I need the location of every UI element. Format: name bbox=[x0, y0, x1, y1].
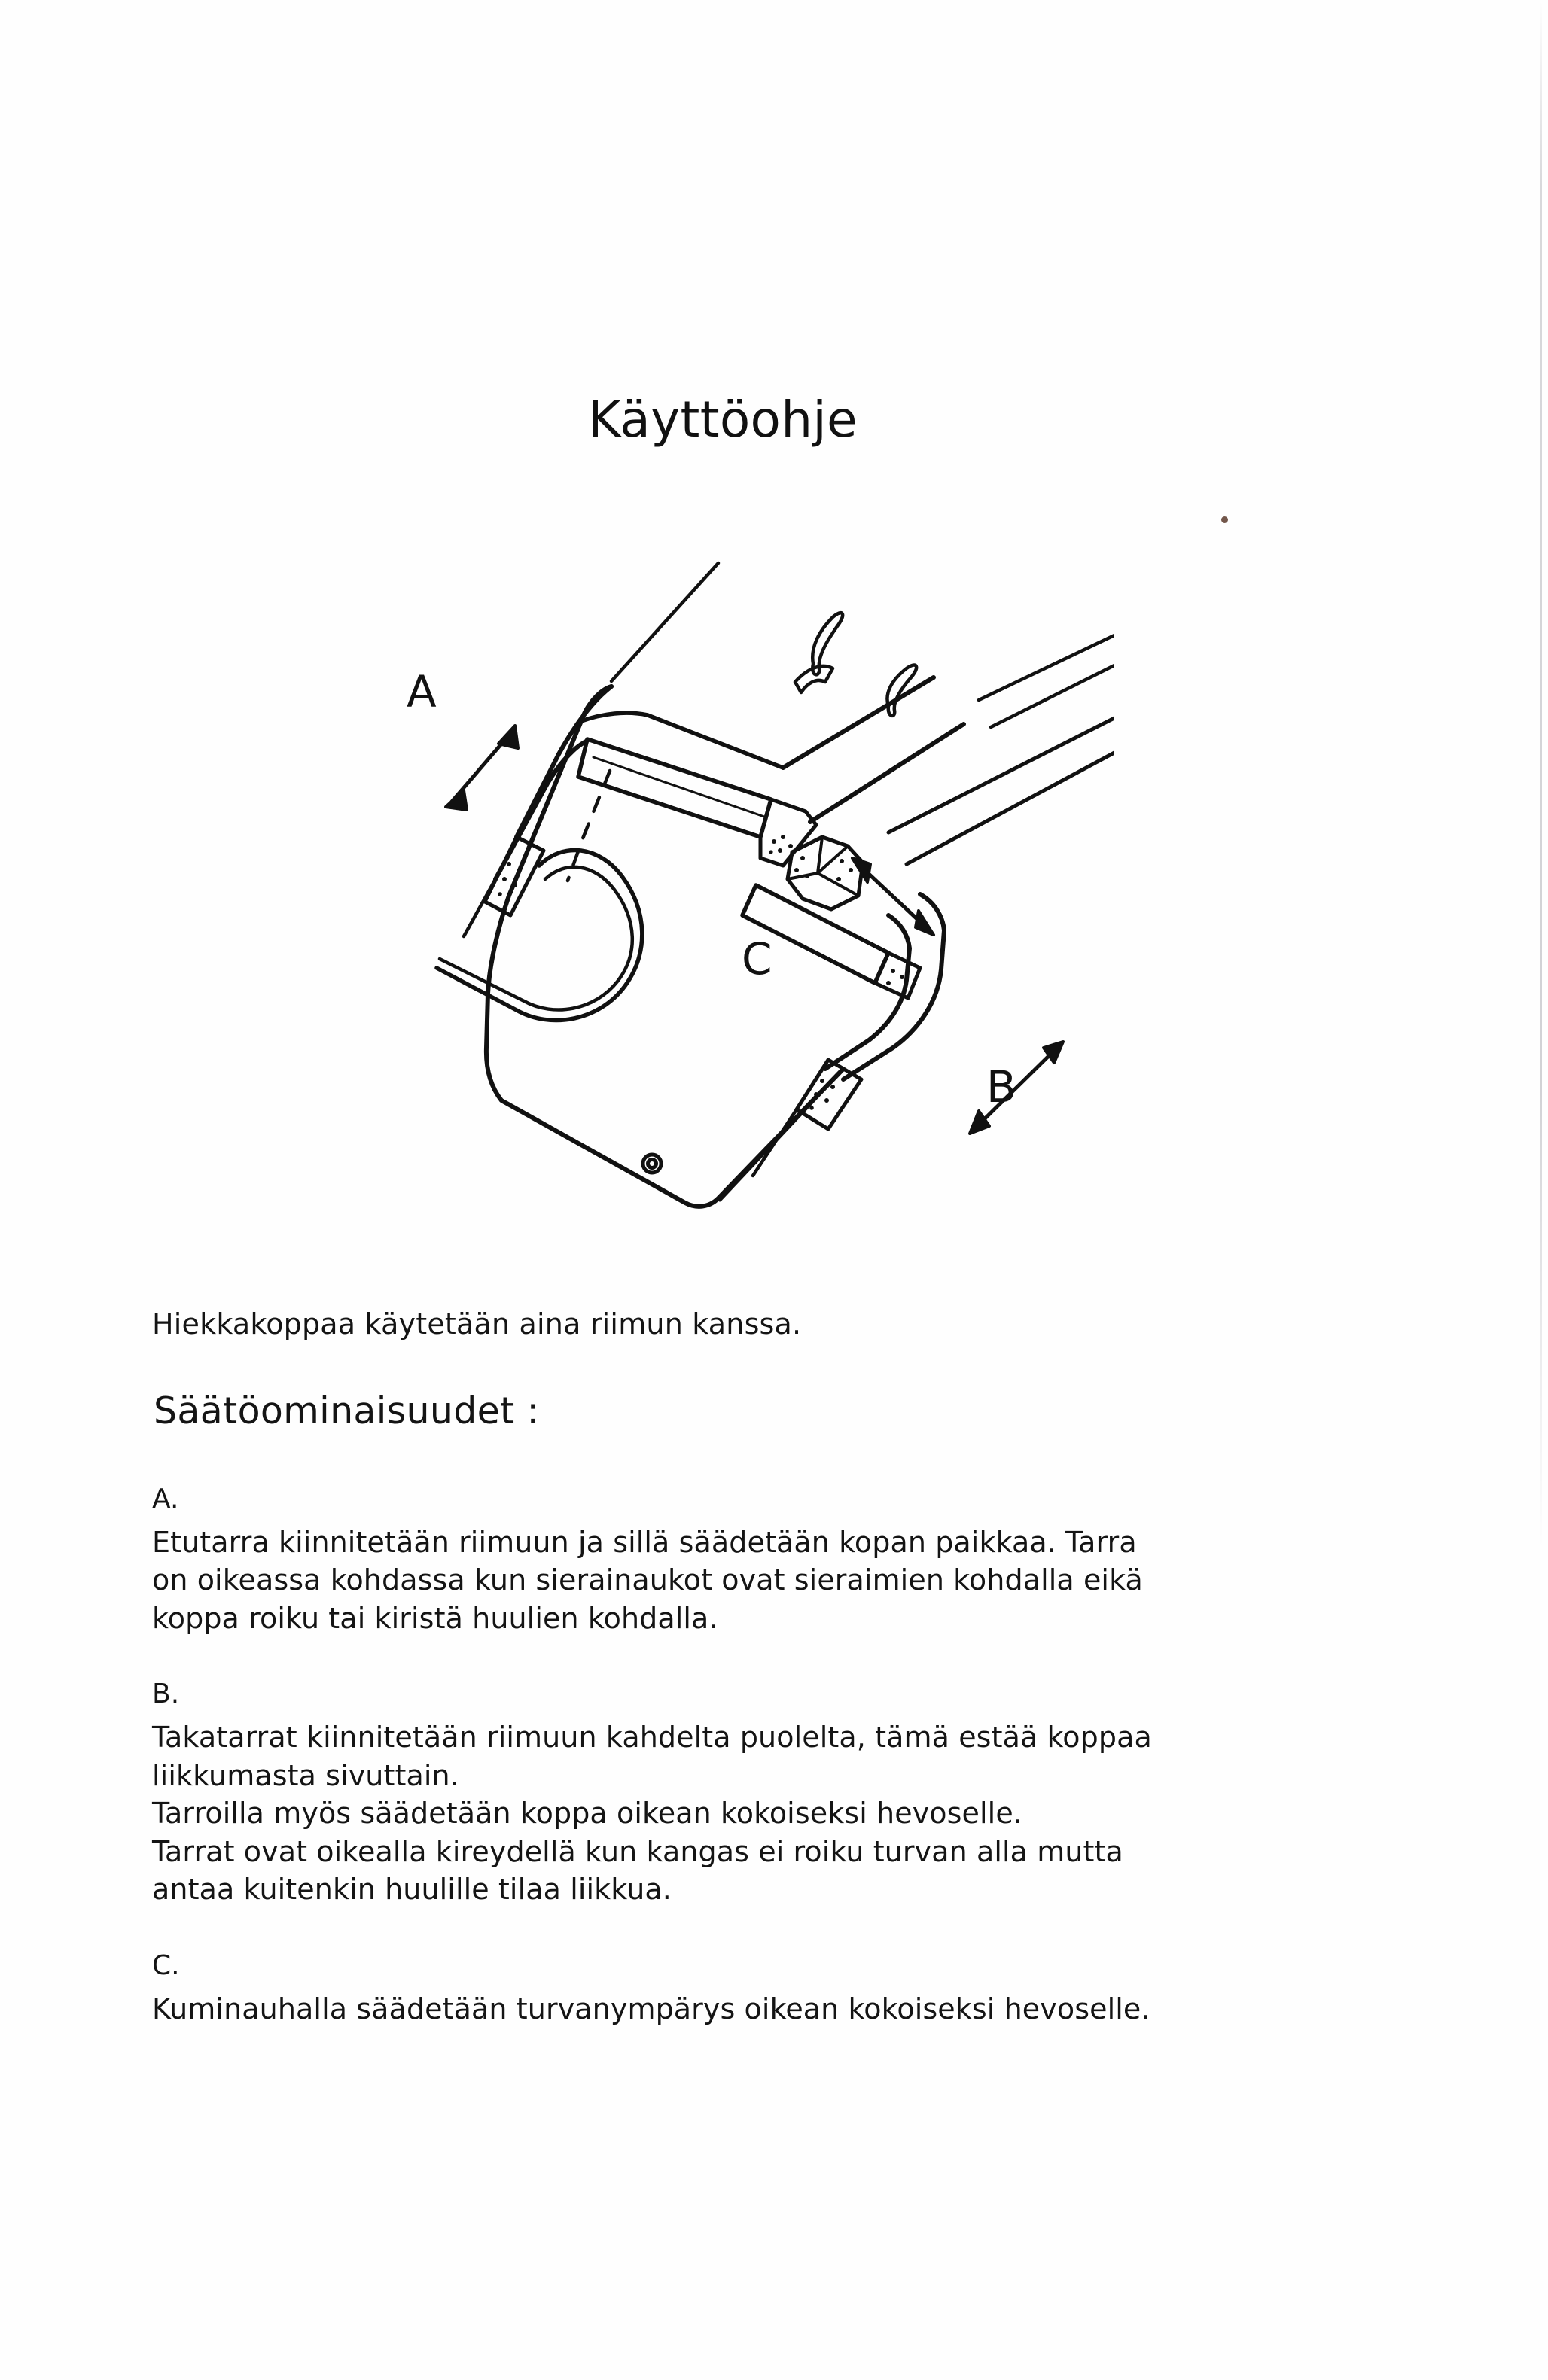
section-c-text bbox=[152, 1990, 1417, 2028]
section-b-line-4: Tarrat ovat oikealla kireydellä kun kangas ei roiku turvan alla mutta bbox=[152, 1834, 1123, 1868]
section-b-line-5: antaa kuitenkin huulille tilaa liikkua. bbox=[152, 1873, 672, 1907]
section-c-key: C. bbox=[152, 1949, 180, 1981]
section-a-text bbox=[152, 1523, 1417, 1638]
section-a-line-1: Etutarra kiinnitetään riimuun ja sillä säädetään kopan paikkaa. Tarra bbox=[152, 1525, 1137, 1559]
figure-label-a: A bbox=[407, 666, 437, 717]
section-a-line-3: koppa roiku tai kiristä huulien kohdalla. bbox=[152, 1601, 718, 1635]
section-c-line-1: Kuminauhalla säädetään turvanympärys oikean kokoiseksi hevoselle. bbox=[152, 1992, 1150, 2025]
section-a-line-2: on oikeassa kohdassa kun sierainaukot ovat sieraimien kohdalla eikä bbox=[152, 1563, 1143, 1597]
product-illustration bbox=[361, 542, 1114, 1234]
section-b-text bbox=[152, 1718, 1417, 1909]
section-b-line-2: liikkumasta sivuttain. bbox=[152, 1758, 459, 1792]
lead-sentence: Hiekkakoppaa käytetään aina riimun kanssa. bbox=[152, 1307, 802, 1341]
page-title: Käyttöohje bbox=[588, 391, 858, 449]
section-b-line-3: Tarroilla myös säädetään koppa oikean kokoiseksi hevoselle. bbox=[152, 1797, 1022, 1831]
section-c bbox=[152, 1949, 1417, 2028]
scan-edge-line bbox=[1540, 0, 1542, 1551]
section-a bbox=[152, 1483, 1417, 1638]
figure-label-b: B bbox=[986, 1061, 1016, 1112]
body-text bbox=[152, 1306, 1417, 2028]
section-b bbox=[152, 1678, 1417, 1909]
section-b-key: B. bbox=[152, 1678, 180, 1710]
scan-speck bbox=[1221, 516, 1228, 523]
section-heading-adjustments: Säätöominaisuudet : bbox=[154, 1389, 540, 1432]
section-a-key: A. bbox=[152, 1483, 179, 1514]
figure-label-c: C bbox=[742, 933, 772, 985]
section-b-line-1: Takatarrat kiinnitetään riimuun kahdelta puolelta, tämä estää koppaa bbox=[152, 1721, 1152, 1755]
